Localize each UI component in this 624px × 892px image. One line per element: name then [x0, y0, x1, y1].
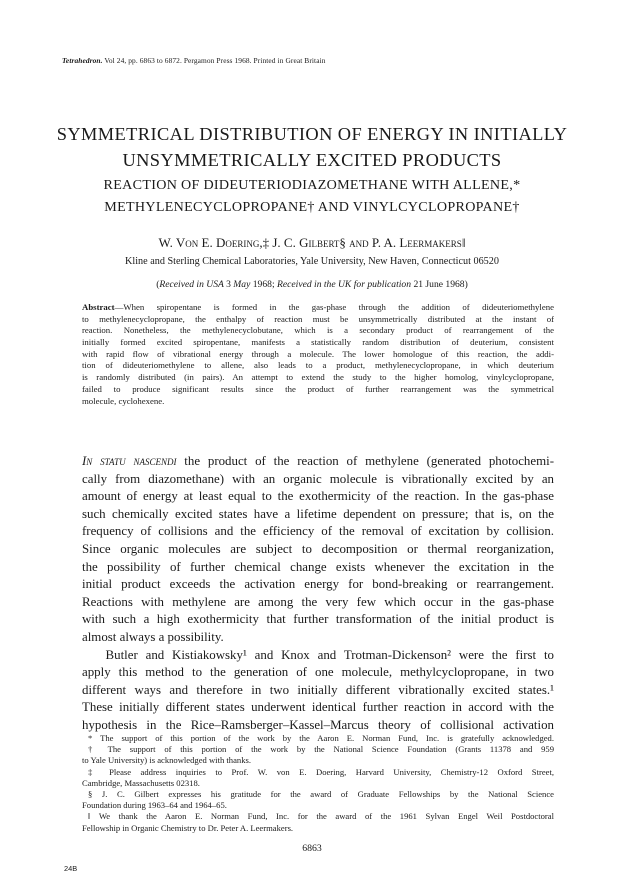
- body-line: amount of energy at least equal to the exothermicity of the reaction. In the gas-phase: [82, 489, 554, 504]
- body-line: different ways and therefore in two initially different vibrationally excited states.¹: [82, 682, 554, 697]
- body-line: apply this method to the generation of one molecule, methylcyclopropane, in two: [82, 665, 554, 680]
- author-list: W. Von E. Doering,‡ J. C. Gilbert§ and P. A. Leermakers‖: [158, 235, 466, 250]
- abstract-line: Abstract—When spiropentane is formed in the gas-phase through the addition of dideuteriomethylene: [82, 302, 554, 312]
- footnote-line: Fellowship in Organic Chemistry to Dr. Peter A. Leermakers.: [82, 822, 294, 833]
- affiliation: Kline and Sterling Chemical Laboratories, Yale University, New Haven, Connecticut 06520: [125, 256, 499, 267]
- abstract-line: molecule, cyclohexene.: [82, 395, 165, 406]
- abstract: [82, 302, 554, 407]
- footnote-line: ‡ Please address inquiries to Prof. W. von E. Doering, Harvard University, Chemistry-12 Oxford Street,: [88, 766, 554, 777]
- footnotes: [82, 733, 554, 834]
- subtitle-line-1: REACTION OF DIDEUTERIODIAZOMETHANE WITH ALLENE,*: [103, 177, 521, 193]
- abstract-line: to methylenecyclopropane, the enthalpy of reaction must be unsymmetrically distributed at the instant of: [82, 313, 554, 324]
- body-line: Butler and Kistiakowsky¹ and Knox and Trotman-Dickenson² were the first to: [82, 647, 554, 662]
- footnote-line: Foundation during 1963–64 and 1964–65.: [82, 800, 227, 811]
- body-line: initial product exceeds the activation energy for bond-breaking or rearrangement.: [82, 577, 554, 592]
- body-line: frequency of collisions and the efficiency of the removal of excitation by collision.: [82, 524, 554, 539]
- body-text: [82, 453, 554, 735]
- footnote-line: † The support of this portion of the work by the National Science Foundation (Grants 11378 and 959: [88, 744, 554, 755]
- received-dates: (Received in USA 3 May 1968; Received in the UK for publication 21 June 1968): [156, 279, 468, 290]
- abstract-line: tion of dideuteriomethylene to allene, also leads to a product, methylenecyclopropane, in which deuterium: [82, 360, 554, 371]
- journal-citation: Vol 24, pp. 6863 to 6872. Pergamon Press 1968. Printed in Great Britain: [104, 56, 326, 65]
- footnote-line: to Yale University) is acknowledged with thanks.: [82, 755, 251, 766]
- footnote-line: ‖ We thank the Aaron E. Norman Fund, Inc. for the award of the 1961 Sylvan Engel Weil Postdoctoral: [88, 811, 554, 822]
- printer-code: 24B: [64, 864, 78, 873]
- page-number: 6863: [302, 843, 322, 854]
- footnote-line: Cambridge, Massachusetts 02318.: [82, 777, 200, 788]
- body-line: Reactions with methylene are among the very few which occur in the gas-phase: [82, 594, 554, 609]
- footnote-line: § J. C. Gilbert expresses his gratitude for the award of Graduate Fellowships by the National Science: [88, 788, 554, 799]
- abstract-line: with rapid flow of vibrational energy through a molecule. The lower homologue of this reaction, the addi-: [82, 348, 554, 359]
- body-line: hypothesis in the Rice–Ramsberger–Kassel–Marcus theory of collisional activation: [82, 717, 554, 732]
- body-line: These initially different states underwent identical further reaction in accord with the: [82, 700, 554, 715]
- abstract-line: reaction. Nonetheless, the methylenecyclobutane, which is a secondary product of rearrangement of the: [82, 325, 554, 336]
- body-line: cally from diazomethane) with an organic molecule is vibrationally excited by an: [82, 471, 554, 486]
- latin-phrase: In statu nascendi: [82, 454, 177, 468]
- abstract-line: initially formed excited spiropentane, manifests a statistically random distribution of deuterium, consistent: [82, 337, 554, 348]
- body-line: In statu nascendi the product of the reaction of methylene (generated photochemi-: [82, 454, 554, 468]
- body-line: with such a high exothermicity that further transformation of the initial product is: [82, 612, 554, 627]
- abstract-lead: Abstract: [82, 302, 115, 312]
- body-line: Since organic molecules are subject to decomposition or thermal reorganization,: [82, 541, 554, 556]
- footnote-line: * The support of this portion of the work by the Aaron E. Norman Fund, Inc. is gratefully acknowledged.: [88, 733, 554, 743]
- body-line: such chemically excited states have a lifetime dependent on pressure; that is, on the: [82, 506, 554, 521]
- title-line-1: SYMMETRICAL DISTRIBUTION OF ENERGY IN INITIALLY: [56, 124, 568, 144]
- journal-name: Tetrahedron.: [62, 56, 103, 65]
- body-line: almost always a possibility.: [82, 629, 224, 644]
- abstract-line: failed to produce significant results since the product of further rearrangement was the symmetrical: [82, 383, 554, 394]
- journal-header: [62, 56, 326, 65]
- subtitle-line-2: METHYLENECYCLOPROPANE† AND VINYLCYCLOPROPANE†: [104, 199, 520, 215]
- body-line: the possibility of further chemical change exists whenever the excitation in the: [82, 559, 554, 574]
- title-line-2: UNSYMMETRICALLY EXCITED PRODUCTS: [122, 150, 502, 170]
- abstract-line: is randomly distributed (in pairs). An attempt to extend the study to the higher homolog, vinylcyclopropane,: [82, 372, 554, 383]
